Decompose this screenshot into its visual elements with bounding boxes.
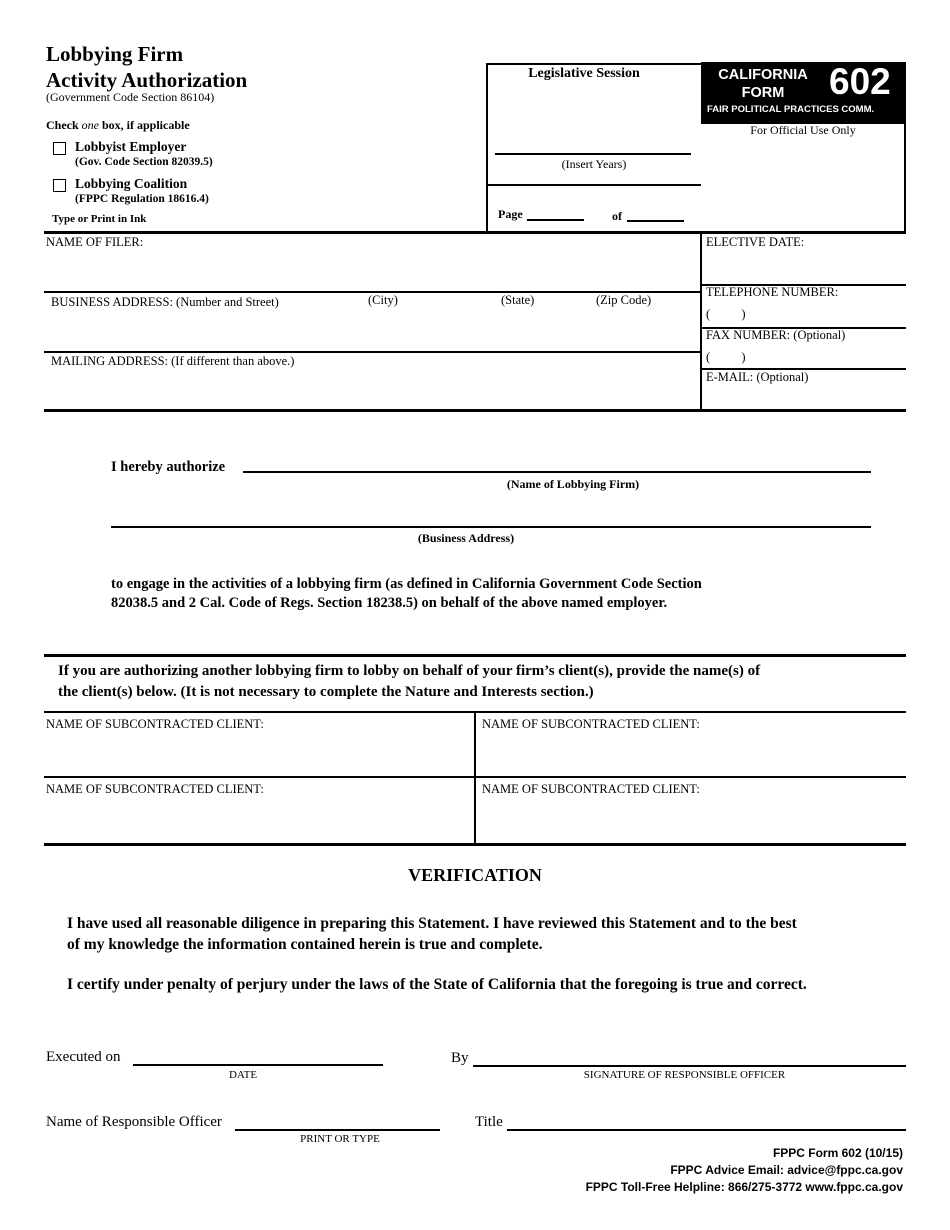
- lobbying-coalition-checkbox[interactable]: [53, 179, 66, 192]
- subcontract-intro-line1: If you are authorizing another lobbying firm to lobby on behalf of your firm’s client(s), provide the name(s) of: [58, 663, 761, 679]
- lobbyist-employer-label: Lobbyist Employer: [75, 139, 187, 154]
- client-grid-middle-line: [44, 776, 906, 778]
- badge-right-border: [904, 62, 906, 233]
- name-of-filer-field[interactable]: [46, 252, 696, 288]
- verification-para1-line1: I have used all reasonable diligence in preparing this Statement. I have reviewed this Statement and to the best: [67, 915, 797, 932]
- subcontract-top-border: [44, 654, 906, 657]
- session-box-left-border: [486, 63, 488, 233]
- lobbyist-employer-code: (Gov. Code Section 82039.5): [75, 156, 213, 168]
- business-address-label: BUSINESS ADDRESS: (Number and Street): [51, 295, 279, 309]
- legislative-session-title: Legislative Session: [528, 66, 640, 81]
- print-or-type-caption: PRINT OR TYPE: [300, 1133, 380, 1145]
- subcontracted-client-field-4[interactable]: [482, 799, 902, 839]
- subcontract-bottom-border: [44, 843, 906, 846]
- fax-field[interactable]: ( ): [706, 350, 746, 364]
- session-box-top-border: [486, 63, 701, 65]
- subcontracted-client-field-1[interactable]: [46, 734, 470, 772]
- subcontracted-client-label-4: NAME OF SUBCONTRACTED CLIENT:: [482, 782, 700, 796]
- filer-section-divider: [700, 231, 702, 411]
- badge-form-number: 602: [829, 61, 891, 102]
- badge-california: CALIFORNIA: [718, 67, 808, 83]
- form-title-line1: Lobbying Firm: [46, 42, 184, 66]
- verification-para1-line2: of my knowledge the information contained herein is true and complete.: [67, 936, 543, 953]
- email-label: E-MAIL: (Optional): [706, 370, 809, 384]
- page-total-field[interactable]: [627, 220, 684, 222]
- title-label: Title: [475, 1114, 503, 1130]
- lobbying-firm-caption: (Name of Lobbying Firm): [506, 477, 640, 491]
- engage-text-line2: 82038.5 and 2 Cal. Code of Regs. Section 18238.5) on behalf of the above named employer.: [111, 595, 668, 611]
- telephone-field[interactable]: ( ): [706, 307, 746, 321]
- footer-helpline: FPPC Toll-Free Helpline: 866/275-3772 www.fppc.ca.gov: [585, 1180, 903, 1194]
- filer-section-top-border: [44, 231, 906, 234]
- subcontracted-client-label-3: NAME OF SUBCONTRACTED CLIENT:: [46, 782, 264, 796]
- filer-section-bottom-border: [44, 409, 906, 412]
- mailing-address-label: MAILING ADDRESS: (If different than above.): [51, 354, 295, 368]
- client-grid-divider: [474, 711, 476, 846]
- title-field[interactable]: [507, 1129, 906, 1131]
- page-label: Page: [498, 207, 523, 221]
- signature-caption: SIGNATURE OF RESPONSIBLE OFFICER: [583, 1069, 786, 1081]
- officer-name-label: Name of Responsible Officer: [46, 1114, 222, 1130]
- check-instruction: Check one box, if applicable: [46, 118, 190, 132]
- subcontracted-client-label-1: NAME OF SUBCONTRACTED CLIENT:: [46, 717, 264, 731]
- mailing-address-top-line: [44, 351, 702, 353]
- lobbying-coalition-code: (FPPC Regulation 18616.4): [75, 193, 209, 205]
- subcontract-intro-line2: the client(s) below. (It is not necessary to complete the Nature and Interests section.): [58, 684, 594, 700]
- elective-date-label: ELECTIVE DATE:: [706, 235, 805, 249]
- telephone-label: TELEPHONE NUMBER:: [706, 285, 839, 299]
- lobbying-coalition-label: Lobbying Coalition: [75, 176, 188, 191]
- officer-name-field[interactable]: [235, 1129, 440, 1131]
- type-or-print-note: Type or Print in Ink: [52, 213, 147, 225]
- verification-heading: VERIFICATION: [408, 865, 542, 885]
- lobbying-firm-name-field[interactable]: [243, 471, 871, 473]
- official-use-caption: For Official Use Only: [750, 123, 856, 137]
- session-years-line[interactable]: [495, 153, 691, 155]
- of-label: of: [612, 209, 622, 223]
- elective-date-field[interactable]: [706, 252, 902, 282]
- date-caption: DATE: [228, 1069, 258, 1081]
- business-address-caption: (Business Address): [417, 531, 515, 545]
- mailing-address-field[interactable]: [46, 371, 696, 407]
- footer-form-id: FPPC Form 602 (10/15): [772, 1146, 903, 1160]
- hereby-authorize-label: I hereby authorize: [111, 459, 226, 475]
- city-label: (City): [368, 293, 398, 307]
- form-title-line2: Activity Authorization: [46, 68, 248, 92]
- insert-years-caption: (Insert Years): [561, 157, 627, 171]
- zip-code-label: (Zip Code): [596, 293, 652, 307]
- engage-text-line1: to engage in the activities of a lobbying firm (as defined in California Government Code Section: [111, 576, 702, 592]
- fax-label: FAX NUMBER: (Optional): [706, 328, 846, 342]
- signature-field[interactable]: [473, 1065, 906, 1067]
- lobbying-firm-address-field[interactable]: [111, 526, 871, 528]
- subcontracted-client-field-3[interactable]: [46, 799, 470, 839]
- lobbyist-employer-checkbox[interactable]: [53, 142, 66, 155]
- subcontracted-client-label-2: NAME OF SUBCONTRACTED CLIENT:: [482, 717, 700, 731]
- verification-para2: I certify under penalty of perjury under the laws of the State of California that the foregoing is true and correct.: [67, 976, 807, 993]
- gov-code-citation: (Government Code Section 86104): [46, 90, 215, 104]
- page-number-field[interactable]: [527, 219, 584, 221]
- date-field[interactable]: [133, 1064, 383, 1066]
- by-label: By: [451, 1050, 469, 1066]
- badge-agency: FAIR POLITICAL PRACTICES COMM.: [707, 104, 875, 115]
- business-address-field[interactable]: [46, 312, 696, 348]
- session-divider: [486, 184, 701, 186]
- subcontracted-client-field-2[interactable]: [482, 734, 902, 772]
- email-field[interactable]: [706, 388, 902, 408]
- executed-on-label: Executed on: [46, 1049, 121, 1065]
- badge-form: FORM: [741, 85, 785, 101]
- name-of-filer-label: NAME OF FILER:: [46, 235, 144, 249]
- state-label: (State): [501, 293, 535, 307]
- footer-advice-email: FPPC Advice Email: advice@fppc.ca.gov: [670, 1163, 903, 1177]
